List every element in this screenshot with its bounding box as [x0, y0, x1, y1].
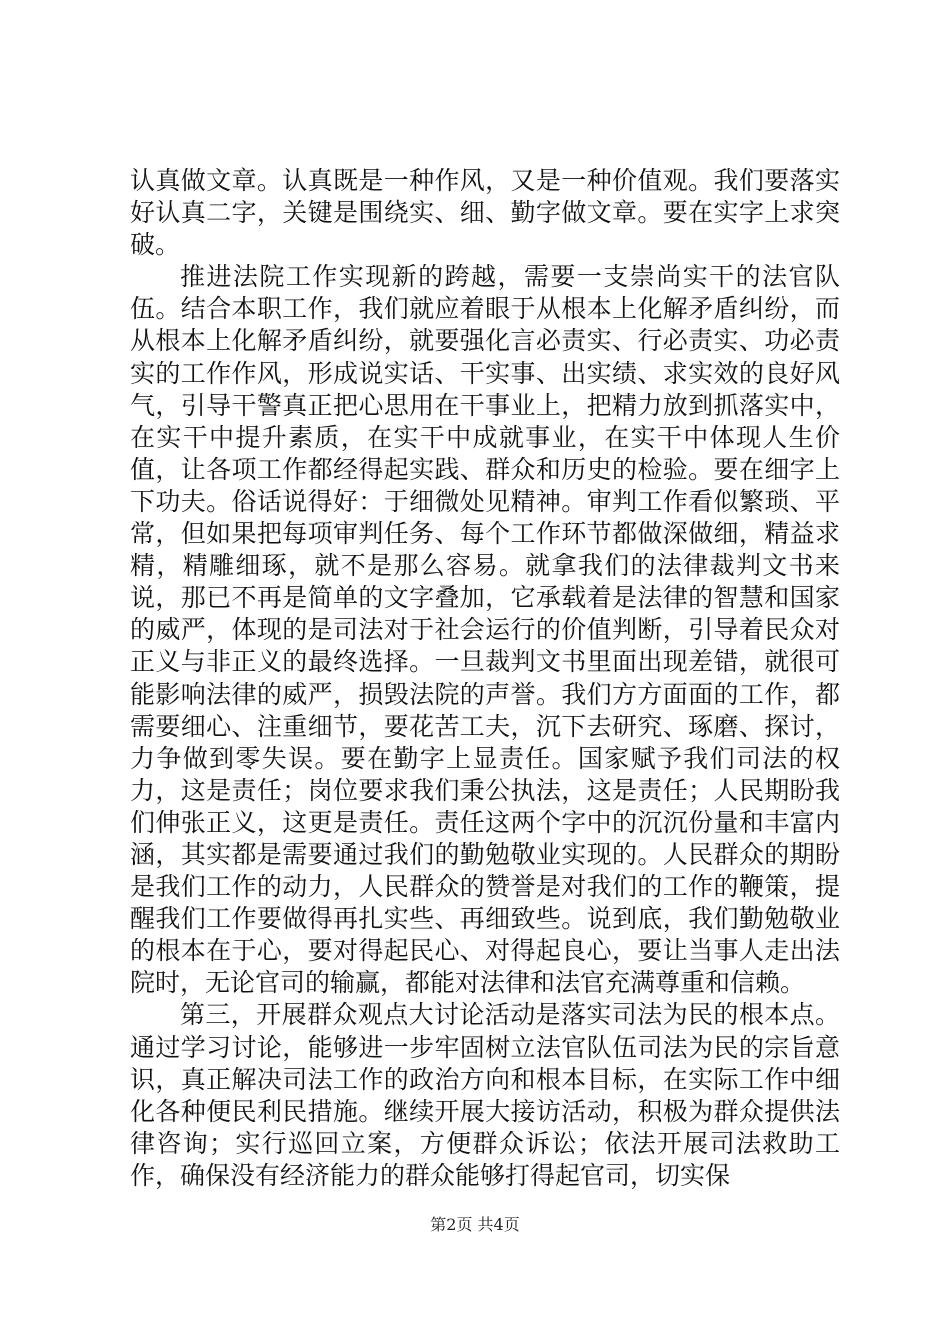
page-number-footer: 第2页 共4页 [430, 1215, 520, 1234]
paragraph-1: 认真做文章。认真既是一种作风，又是一种价值观。我们要落实好认真二字，关键是围绕实、细、勤字做文章。要在实字上求突破。 [130, 166, 840, 260]
document-body [130, 165, 840, 1192]
paragraph-3: 第三，开展群众观点大讨论活动是落实司法为民的根本点。通过学习讨论，能够进一步牢固树立法官队伍司法为民的宗旨意识，真正解决司法工作的政治方向和根本目标，在实际工作中细化各种便民利民措施。继续开展大接访活动，积极为群众提供法律咨询；实行巡回立案，方便群众诉讼；依法开展司法救助工作，确保没有经济能力的群众能够打得起官司，切实保 [130, 1000, 840, 1190]
paragraph-2: 推进法院工作实现新的跨越，需要一支崇尚实干的法官队伍。结合本职工作，我们就应着眼于从根本上化解矛盾纠纷，而从根本上化解矛盾纠纷，就要强化言必责实、行必责实、功必责实的工作作风，形成说实话、干实事、出实绩、求实效的良好风气，引导干警真正把心思用在干事业上，把精力放到抓落实中，在实干中提升素质，在实干中成就事业，在实干中体现人生价值，让各项工作都经得起实践、群众和历史的检验。要在细字上下功夫。俗话说得好：于细微处见精神。审判工作看似繁琐、平常，但如果把每项审判任务、每个工作环节都做深做细，精益求精，精雕细琢，就不是那么容易。就拿我们的法律裁判文书来说，那已不再是简单的文字叠加，它承载着是法律的智慧和国家的威严，体现的是司法对于社会运行的价值判断，引导着民众对正义与非正义的最终选择。一旦裁判文书里面出现差错，就很可能影响法律的威严，损毁法院的声誉。我们方方面面的工作，都需要细心、注重细节，要花苦工夫，沉下去研究、琢磨、探讨，力争做到零失误。要在勤字上显责任。国家赋予我们司法的权力，这是责任；岗位要求我们秉公执法，这是责任；人民期盼我们伸张正义，这更是责任。责任这两个字中的沉沉份量和丰富内涵，其实都是需要通过我们的勤勉敬业实现的。人民群众的期盼是我们工作的动力，人民群众的赞誉是对我们的工作的鞭策，提醒我们工作要做得再扎实些、再细致些。说到底，我们勤勉敬业的根本在于心，要对得起民心、对得起良心，要让当事人走出法院时，无论官司的输赢，都能对法律和法官充满尊重和信赖。 [130, 262, 840, 998]
